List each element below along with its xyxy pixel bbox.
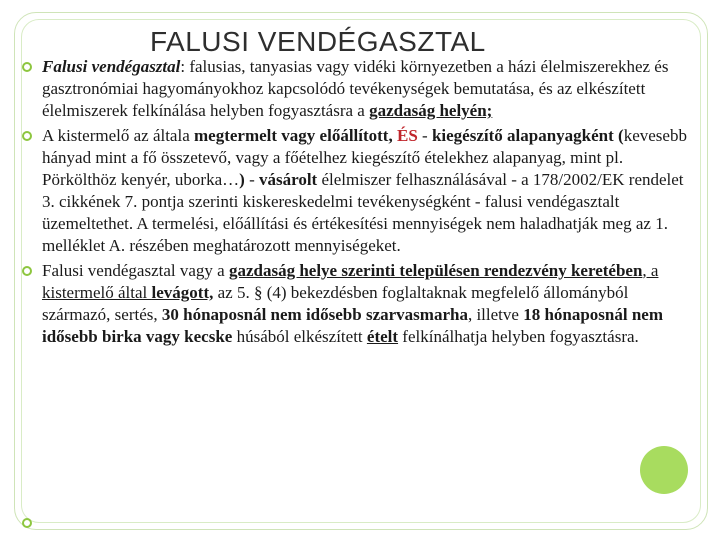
text-segment: -: [417, 126, 432, 145]
text-segment: 18 hónaposnál nem idősebb birka vagy kecske: [42, 305, 664, 346]
text-segment: A kistermelő az általa: [42, 126, 194, 145]
text-segment: : falusias, tanyasias vagy vidéki környezetben a házi élelmiszerekhez és gasztronómiai hagyományokhoz kapcsolódó tevékenységek bemutatása, és az elkészített élelmiszerek felkínálása helyben fogyasztásra a: [42, 57, 669, 120]
bullet-text-2: [42, 125, 698, 257]
bullet-item-2: [22, 125, 698, 257]
text-segment: vásárolt: [258, 170, 318, 189]
text-segment: húsából elkészített: [232, 327, 367, 346]
bullet-circle-icon: [22, 131, 32, 141]
text-segment: az 5. § (4) bekezdésben foglaltaknak megfelelő állományból származó, sertés,: [42, 283, 629, 324]
bullet-item-3: [22, 260, 698, 348]
text-segment: , illetve: [467, 305, 524, 324]
empty-bullet-circle-icon: [22, 518, 32, 528]
text-segment: gazdaság helyén;: [369, 101, 493, 120]
text-segment: élelmiszer felhasználásával - a 178/2002/EK rendelet 3. cikkének 7. pontja szerinti kiskereskedelmi tevékenységként - falusi vendégasztalt üzemeltethet. A termelési, előállítási és értékesítési mennyiségek nem haladhatják meg az 1. melléklet A. részében meghatározott mennyiségeket.: [42, 170, 684, 255]
text-segment: ÉS: [396, 126, 418, 145]
text-segment: kiegészítő alapanyagként (: [431, 126, 624, 145]
bullet-item-1: [22, 56, 698, 122]
text-segment: Falusi vendégasztal: [42, 57, 181, 76]
text-segment: , a kistermelő által: [42, 261, 659, 302]
text-segment: ): [239, 170, 245, 189]
text-segment: ételt: [366, 327, 399, 346]
text-segment: levágott,: [151, 283, 214, 302]
text-segment: megtermelt vagy előállított,: [194, 126, 393, 145]
text-segment: Falusi vendégasztal vagy a: [42, 261, 229, 280]
bullet-circle-icon: [22, 266, 32, 276]
text-segment: gazdaság helye szerinti településen rendezvény keretében: [228, 261, 643, 280]
bullet-list: [22, 56, 698, 348]
decorative-green-circle: [640, 446, 688, 494]
text-segment: felkínálhatja helyben fogyasztásra.: [398, 327, 639, 346]
text-segment: -: [244, 170, 259, 189]
text-segment: kevesebb hányad mint a fő összetevő, vagy a főételhez kiegészítő ételekhez alapanyag, mint pl. Pörkölthöz kenyér, uborka…: [42, 126, 687, 189]
bullet-text-1: [42, 56, 698, 122]
text-segment: 30 hónaposnál nem idősebb szarvasmarha: [161, 305, 468, 324]
slide-title: FALUSI VENDÉGASZTAL: [150, 26, 486, 57]
bullet-circle-icon: [22, 62, 32, 72]
bullet-text-3: [42, 260, 698, 348]
